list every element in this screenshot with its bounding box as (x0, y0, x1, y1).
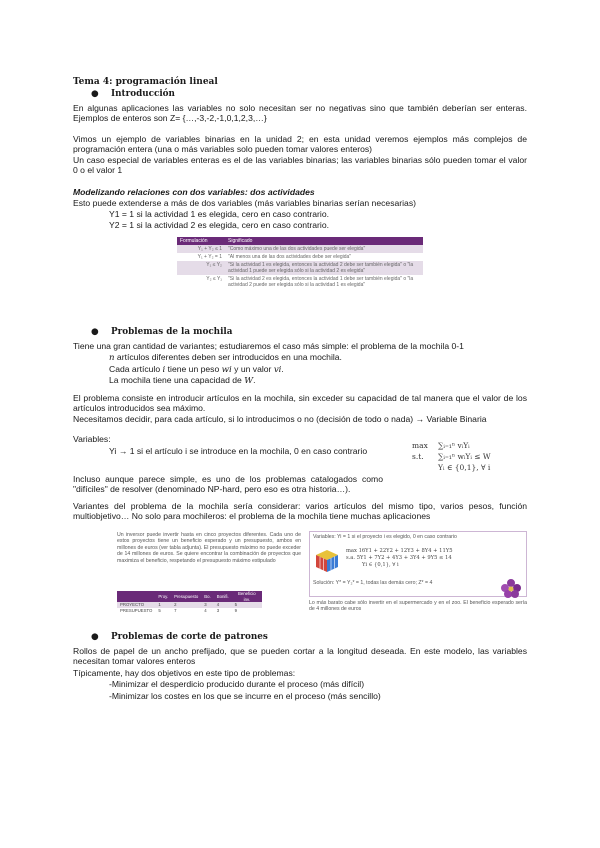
mochila-line-2: Cada artículo i tiene un peso wi y un valor vi. (109, 364, 284, 375)
mochila-line-1: n artículos diferentes deben ser introducidos en una mochila. (109, 352, 342, 363)
solution-variables: Variables: Yi = 1 si el proyecto i es elegido, 0 en caso contrario (313, 534, 457, 540)
table-cell: PROYECTO (117, 602, 155, 608)
table-cell: "Si la actividad 1 es elegida, entonces la actividad 2 debe ser también elegida" o "la actividad 1 puede ser elegida sólo si la actividad 2 es elegida" (225, 261, 423, 275)
solution-objective: max 16Y1 + 22Y2 + 12Y3 + 8Y4 + 11Y5 (346, 548, 453, 554)
section-heading-mochila: ● Problemas de la mochila (91, 327, 233, 337)
table-cell: Y₁ + Y₂ = 1 (197, 254, 222, 260)
solution-model (346, 548, 453, 569)
mochila-paragraph-1: Tiene una gran cantidad de variantes; estudiaremos el caso más simple: el problema de la mochila 0-1 (73, 341, 464, 351)
table-cell: PRESUPUESTO (120, 607, 153, 613)
table-header-formulacion: Formulación (177, 237, 225, 245)
table-cell: "Al menos una de las dos actividades debe ser elegida" (228, 254, 352, 260)
page-title: Tema 4: programación lineal (73, 77, 218, 87)
table-cell: 5 (158, 607, 161, 613)
activity-relations-table (177, 237, 423, 289)
table-row (177, 275, 423, 289)
bullet-icon: ● (91, 89, 99, 99)
table-cell: 1 (155, 602, 171, 608)
table-row (177, 245, 423, 253)
table-header: Bonifi. (214, 591, 232, 602)
table-cell: 4 (204, 607, 207, 613)
mochila-paragraph-5: Variantes del problema de la mochila sería considerar: varios artículos del mismo tipo, varios pesos, función multiobjetivo… No solo para mochileros: el problema de la mochila tiene muchas aplicaciones (73, 501, 527, 522)
table-cell: 9 (234, 607, 238, 613)
intro-paragraph-2: Vimos un ejemplo de variables binarias en la unidad 2; en esta unidad veremos ejemplos más complejos de programación entera (una o más variables solo pueden tomar valores enteros) (73, 134, 527, 155)
table-header-row (117, 591, 262, 602)
table-header: Bo. (201, 591, 213, 602)
formula-binary: Yᵢ ∈ {0,1}, ∀ i (438, 463, 491, 472)
knapsack-formula (412, 440, 491, 473)
definition-y2: Y2 = 1 si la actividad 2 es elegida, cero en caso contrario. (109, 220, 329, 230)
table-cell: 4 (214, 602, 232, 608)
table-header: Beneficio inv. (232, 591, 262, 602)
section-heading-modelizando: Modelizando relaciones con dos variables: dos actividades (73, 187, 315, 197)
table-header-significado: Significado (225, 237, 423, 245)
formula-max: max (412, 441, 428, 450)
corte-paragraph-1: Rollos de papel de un ancho prefijado, que se pueden cortar a la longitud deseada. En este modelo, las variables necesitan tomar valores enteros (73, 646, 527, 667)
table-cell: 3 (201, 602, 213, 608)
formula-objective: ∑ᵢ₌₁ⁿ vᵢYᵢ (438, 441, 470, 450)
corte-objective-2: -Minimizar los costes en los que se incurre en el proceso (más sencillo) (109, 691, 381, 701)
example-statement: Un inversor puede invertir hasta en cinco proyectos diferentes. Cada uno de estos proyectos tiene un beneficio esperado y un presupuesto, ambos en millones de euros (ver tabla adjunta). El presupuesto máximo no puede exceder de 14 millones de euros. Se quiere encontrar la combinación de proyectos que maximiza el beneficio, respetando el presupuesto máximo estipulado (117, 532, 301, 564)
table-cell: Y₁ + Y₂ ≤ 1 (177, 245, 225, 253)
table-cell: Y₁ ≤ Y₂ (177, 261, 225, 275)
bullet-icon: ● (91, 327, 99, 337)
formula-constraint: ∑ᵢ₌₁ⁿ wᵢYᵢ ≤ W (438, 452, 491, 461)
mochila-paragraph-2: El problema consiste en introducir artículos en la mochila, sin exceder su capacidad de tal manera que el valor de los artículos introducidos sea máximo. (73, 393, 527, 414)
flower-decoration-icon (497, 576, 525, 602)
table-cell: 7 (174, 607, 177, 613)
example-solution-box (309, 531, 527, 597)
table-cell: 2 (171, 602, 201, 608)
bullet-icon: ● (91, 632, 99, 642)
table-row (177, 261, 423, 275)
definition-y1: Y1 = 1 si la actividad 1 es elegida, cero en caso contrario. (109, 209, 329, 219)
table-cell: 5 (232, 602, 262, 608)
table-row (177, 253, 423, 261)
table-header: Presupuesto (171, 591, 201, 602)
section-heading-corte: ● Problemas de corte de patrones (91, 632, 268, 642)
table-cell: "Si la actividad 2 es elegida, entonces la actividad 1 debe ser también elegida" o "la actividad 2 puede ser elegida sólo si la actividad 1 es elegida" (228, 276, 414, 288)
table-cell: "Como máximo una de las dos actividades puede ser elegida" (225, 245, 423, 253)
table-cell: Y₂ ≤ Y₁ (206, 276, 222, 282)
table-header (117, 591, 155, 602)
mochila-paragraph-3: Necesitamos decidir, para cada artículo, si lo introducimos o no (decisión de todo o nada) → Variable Binaria (73, 414, 487, 424)
section-heading-intro: ● Introducción (91, 89, 175, 99)
intro-paragraph-3: Un caso especial de variables enteras es el de las variables binarias; las variables binarias sólo pueden tomar el valor 0 o el valor 1 (73, 155, 527, 176)
formula-st: s.t. (412, 452, 424, 461)
example-projects-table (117, 591, 262, 613)
intro-paragraph-1: En algunas aplicaciones las variables no solo necesitan ser no negativas sino que también deberían ser enteras. Ejemplos de enteros son Z= {…,-3,-2,-1,0,1,2,3,…} (73, 103, 527, 124)
mochila-line-3: La mochila tiene una capacidad de W. (109, 375, 256, 386)
solution-constraint: s.a. 5Y1 + 7Y2 + 4Y3 + 3Y4 + 9Y5 ≤ 14 (346, 555, 452, 561)
variables-label: Variables: (73, 434, 111, 444)
solution-note: Lo más barato cabe sólo invertir en el supermercado y en el zoo. El beneficio esperado sería de 4 millones de euros (309, 600, 527, 613)
solution-result: Solución: Y* = Y₂* = 1, todas las demás cero; Z* = 4 (313, 580, 433, 586)
table-header-row (177, 237, 423, 245)
table-row (117, 608, 262, 614)
table-cell: 3 (216, 607, 220, 613)
variables-definition: Yi → 1 si el artículo i se introduce en la mochila, 0 en caso contrario (109, 446, 368, 456)
mochila-paragraph-4: Incluso aunque parece simple, es uno de los problemas catalogados como "difíciles" de resolver (denominado NP-hard, pero eso es otra historia…). (73, 474, 383, 495)
corte-paragraph-2: Típicamente, hay dos objetivos en este tipo de problemas: (73, 668, 296, 678)
solution-binary: Yi ∈ {0,1}, ∀ i (362, 562, 399, 568)
modelizando-paragraph: Esto puede extenderse a más de dos variables (más variables binarias serían necesarias) (73, 198, 416, 208)
corte-objective-1: -Minimizar el desperdicio producido durante el proceso (más difícil) (109, 679, 365, 689)
table-header: Proy. (155, 591, 171, 602)
rubik-cube-icon (314, 548, 340, 574)
